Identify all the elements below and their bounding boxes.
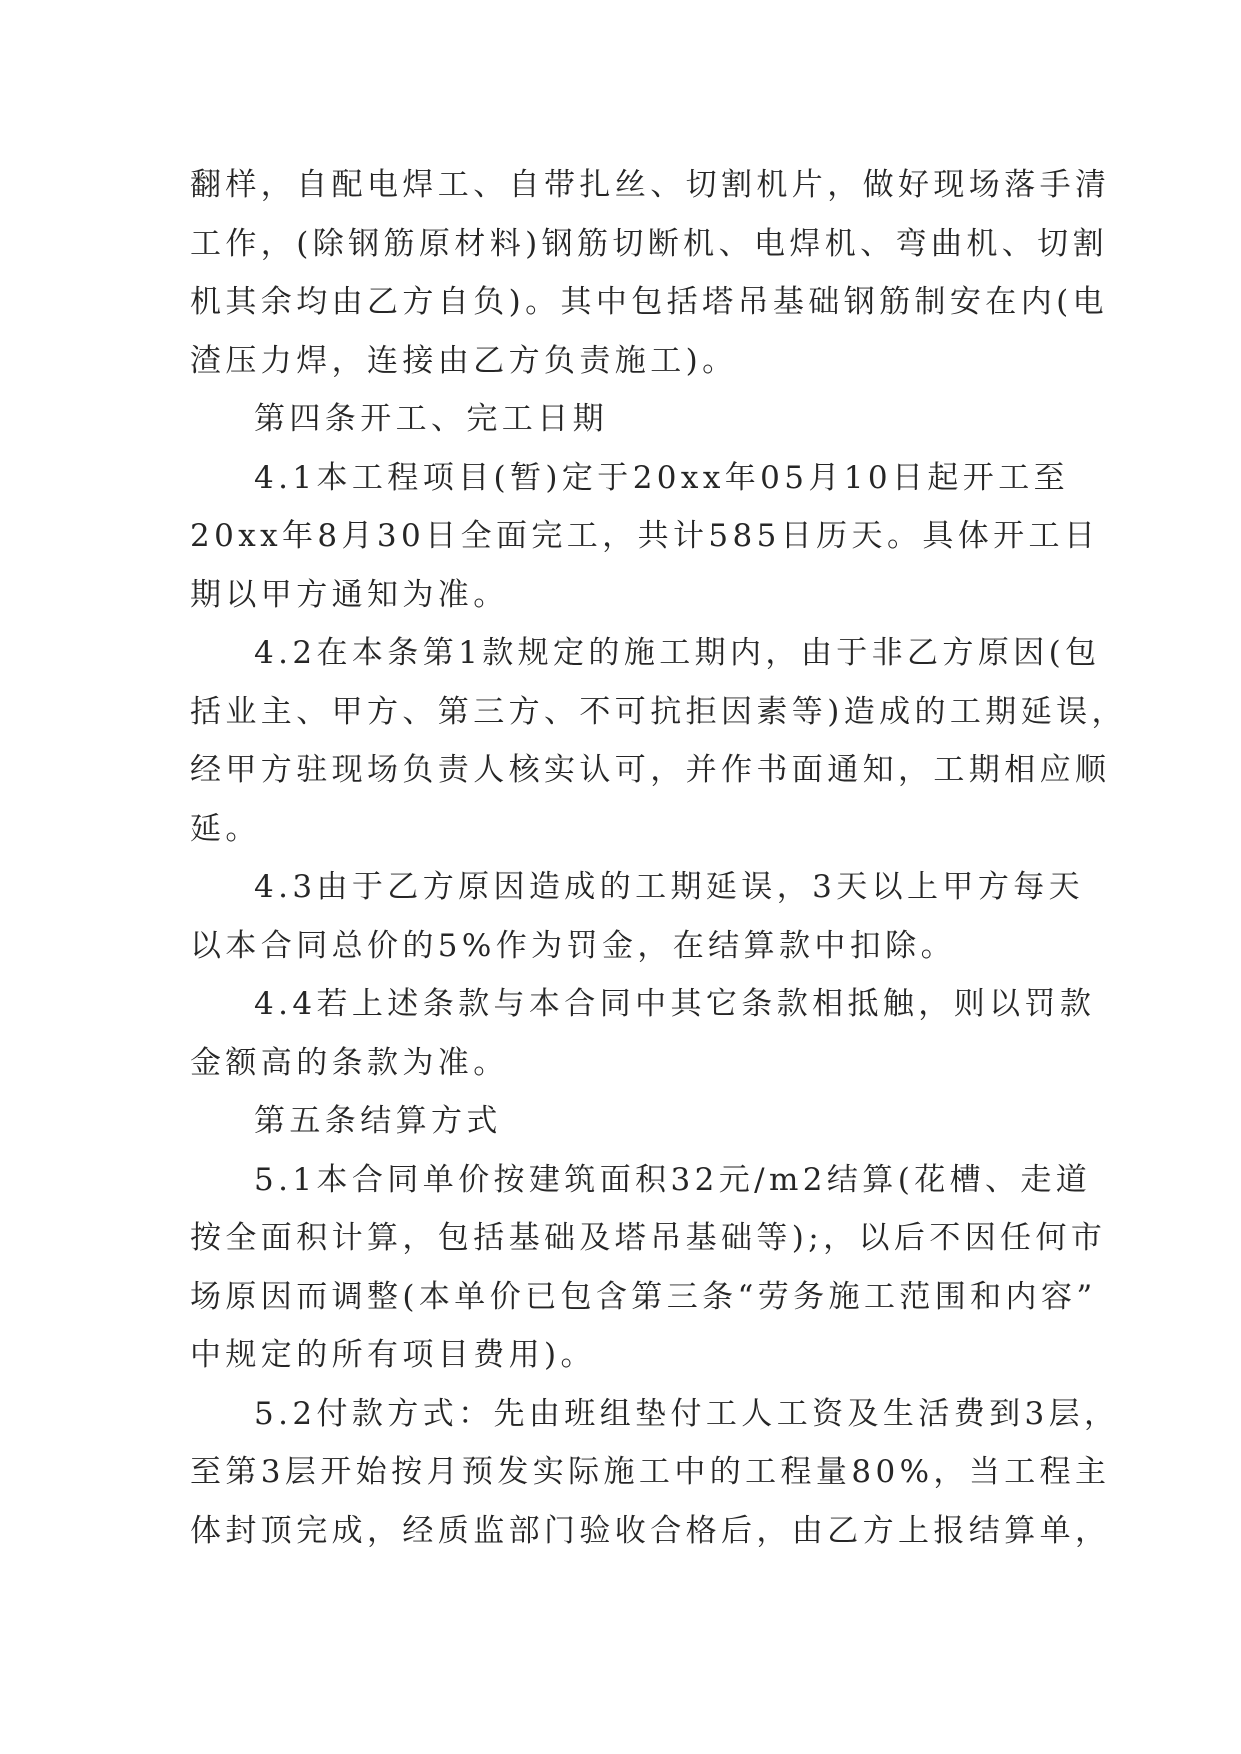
text-line: 中规定的所有项目费用)。	[190, 1337, 596, 1373]
text-line: 延。	[190, 810, 261, 847]
text-line: 经甲方驻现场负责人核实认可，并作书面通知，工期相应顺	[190, 752, 1111, 788]
text-line: 4.4若上述条款与本合同中其它条款相抵触，则以罚款	[254, 986, 1096, 1022]
text-line: 5.2付款方式：先由班组垫付工人工资及生活费到3层，	[254, 1395, 1120, 1432]
text-line: 4.3由于乙方原因造成的工期延误，3天以上甲方每天	[254, 869, 1085, 905]
section-heading: 第五条结算方式	[254, 1103, 502, 1139]
text-line: 机其余均由乙方自负)。其中包括塔吊基础钢筋制安在内(电	[190, 284, 1108, 320]
text-line: 工作，(除钢筋原材料)钢筋切断机、电焊机、弯曲机、切割	[190, 225, 1108, 262]
text-line: 4.2在本条第1款规定的施工期内，由于非乙方原因(包	[254, 635, 1101, 671]
text-line: 20xx年8月30日全面完工，共计585日历天。具体开工日	[190, 518, 1100, 554]
text-line: 5.1本合同单价按建筑面积32元/m2结算(花槽、走道	[254, 1161, 1092, 1198]
text-line: 至第3层开始按月预发实际施工中的工程量80%，当工程主	[190, 1454, 1111, 1490]
document-body	[190, 156, 1127, 1560]
text-line: 金额高的条款为准。	[190, 1044, 509, 1081]
text-line: 按全面积计算，包括基础及塔吊基础等);，以后不因任何市	[190, 1220, 1107, 1256]
text-line: 渣压力焊，连接由乙方负责施工)。	[190, 342, 738, 379]
text-line: 以本合同总价的5%作为罚金，在结算款中扣除。	[190, 927, 956, 964]
section-heading: 第四条开工、完工日期	[254, 401, 608, 437]
text-line: 括业主、甲方、第三方、不可抗拒因素等)造成的工期延误，	[190, 693, 1127, 730]
text-line: 场原因而调整(本单价已包含第三条“劳务施工范围和内容”	[190, 1278, 1097, 1315]
text-line: 翻样，自配电焊工、自带扎丝、切割机片，做好现场落手清	[190, 167, 1111, 203]
text-line: 4.1本工程项目(暂)定于20xx年05月10日起开工至	[254, 459, 1069, 496]
text-line: 体封顶完成，经质监部门验收合格后，由乙方上报结算单，	[190, 1512, 1111, 1549]
text-line: 期以甲方通知为准。	[190, 576, 509, 613]
